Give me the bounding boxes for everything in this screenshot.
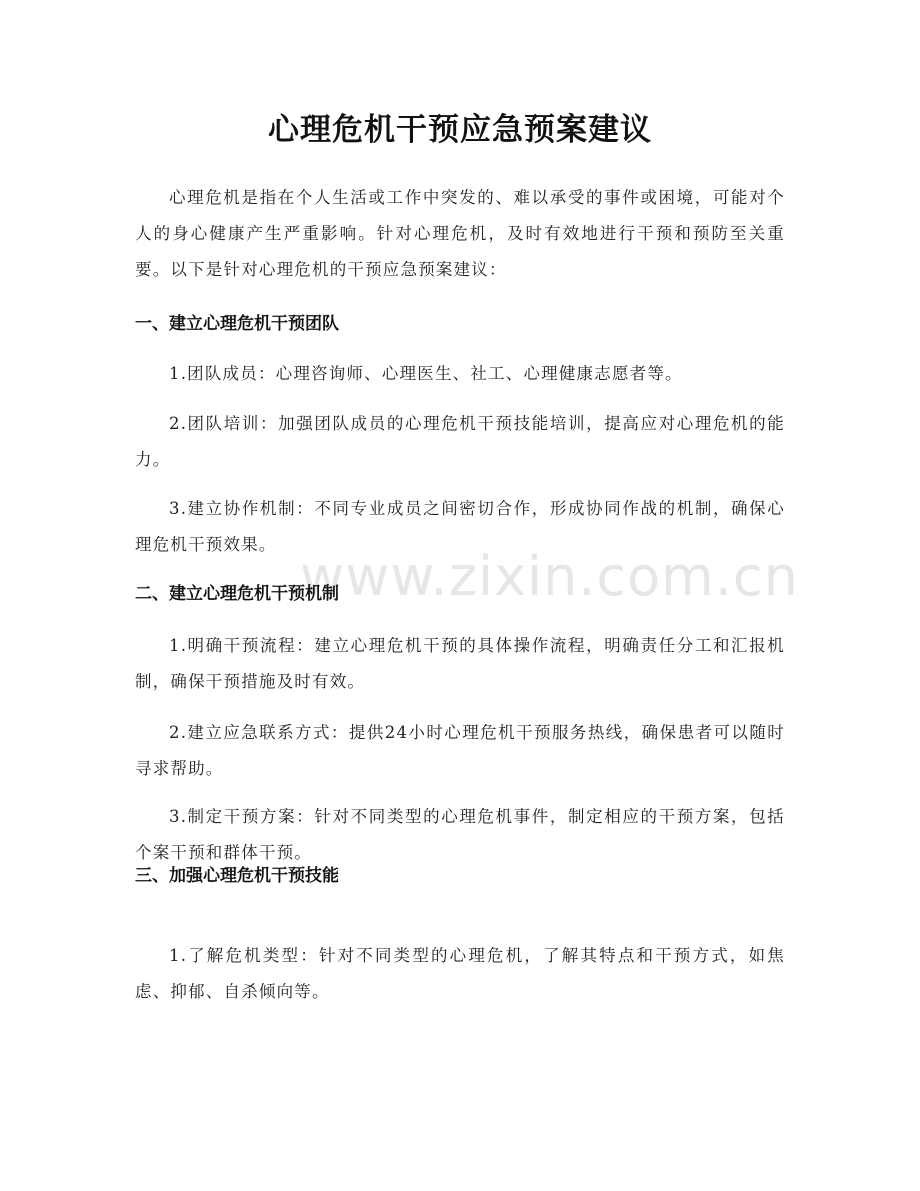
section-3-item-1: 1.了解危机类型：针对不同类型的心理危机，了解其特点和干预方式，如焦虑、抑郁、自杀倾向等。 — [135, 946, 785, 1001]
section-2-item-1: 1.明确干预流程：建立心理危机干预的具体操作流程，明确责任分工和汇报机制，确保干预措施及时有效。 — [135, 636, 785, 691]
section-1-item-1: 1.团队成员：心理咨询师、心理医生、社工、心理健康志愿者等。 — [169, 364, 683, 383]
section-heading-1: 一、建立心理危机干预团队 — [135, 314, 339, 334]
section-2-item-2: 2.建立应急联系方式：提供24小时心理危机干预服务热线，确保患者可以随时寻求帮助。 — [135, 723, 785, 778]
section-heading-2: 二、建立心理危机干预机制 — [135, 584, 339, 604]
watermark: www.zixin.com.cn — [300, 545, 799, 608]
intro-paragraph: 心理危机是指在个人生活或工作中突发的、难以承受的事件或困境，可能对个人的身心健康产生严重影响。针对心理危机，及时有效地进行干预和预防至关重要。以下是针对心理危机的干预应急预案建议： — [135, 188, 785, 279]
section-heading-3: 三、加强心理危机干预技能 — [135, 866, 339, 886]
section-2-item-3: 3.制定干预方案：针对不同类型的心理危机事件，制定相应的干预方案，包括个案干预和群体干预。 — [135, 807, 785, 862]
section-1-item-3: 3.建立协作机制：不同专业成员之间密切合作，形成协同作战的机制，确保心理危机干预效果。 — [135, 499, 785, 554]
page-title: 心理危机干预应急预案建议 — [268, 112, 652, 148]
section-1-item-2: 2.团队培训：加强团队成员的心理危机干预技能培训，提高应对心理危机的能力。 — [135, 414, 785, 469]
